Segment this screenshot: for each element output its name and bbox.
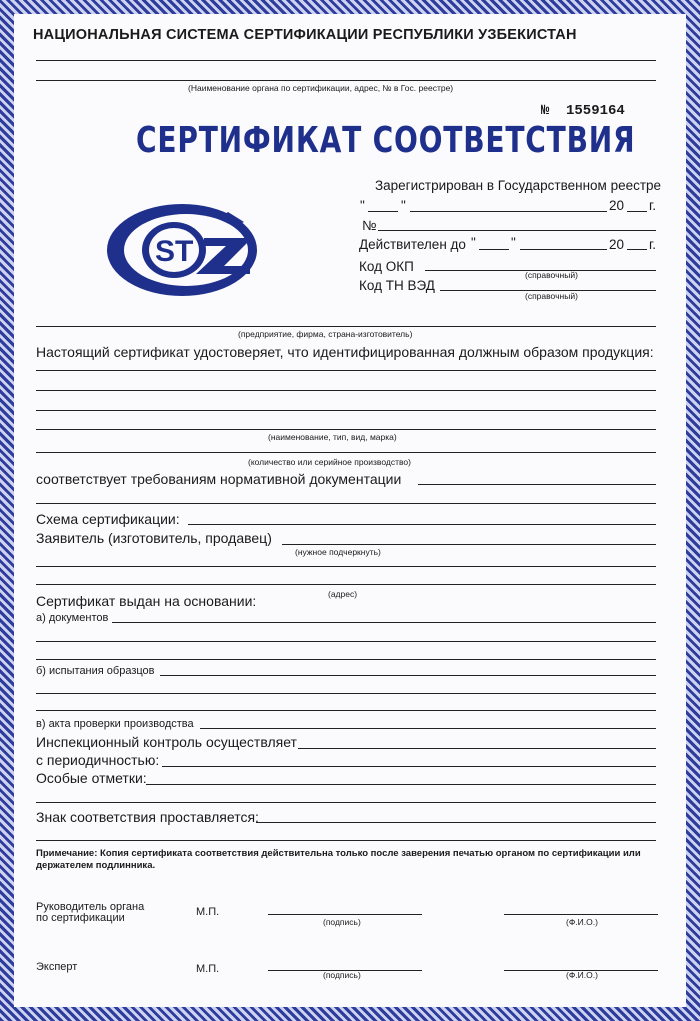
head-name-line [504, 914, 658, 915]
expert-label: Эксперт [36, 961, 78, 973]
valid-year-suffix: г. [649, 237, 657, 252]
docs-line-2 [36, 641, 656, 642]
reg-month-line [410, 211, 607, 212]
head-signature-caption: (подпись) [323, 917, 361, 927]
mark-line-1 [256, 822, 656, 823]
expert-stamp: М.П. [196, 963, 220, 975]
logo-text: ST [155, 235, 194, 268]
note-block [36, 848, 661, 872]
tests-line-3 [36, 710, 656, 711]
issued-basis-label: Сертификат выдан на основании: [36, 593, 257, 609]
applicant-line [282, 544, 656, 545]
address-line-2 [36, 584, 656, 585]
system-name: НАЦИОНАЛЬНАЯ СИСТЕМА СЕРТИФИКАЦИИ РЕСПУБЛИКИ УЗБЕКИСТАН [33, 27, 577, 43]
special-line-2 [36, 802, 656, 803]
periodicity-label: с периодичностью: [36, 752, 160, 768]
okp-label: Код ОКП [359, 259, 414, 274]
applicant-label: Заявитель (изготовитель, продавец) [36, 530, 272, 546]
valid-year-prefix: 20 [609, 237, 625, 252]
scheme-line [188, 524, 656, 525]
certifies-text: Настоящий сертификат удостоверяет, что идентифицированная должным образом продукция: [36, 344, 654, 360]
docs-label: а) документов [36, 612, 109, 624]
organ-line-2 [36, 80, 656, 81]
reg-quote-open: " [360, 198, 365, 213]
head-name-caption: (Ф.И.О.) [566, 917, 598, 927]
valid-year-line [627, 249, 647, 250]
maker-caption: (предприятие, фирма, страна-изготовитель) [238, 329, 413, 339]
underline-caption: (нужное подчеркнуть) [295, 547, 381, 557]
valid-day-line [479, 249, 509, 250]
tnved-caption: (справочный) [525, 291, 578, 301]
periodicity-line [162, 766, 656, 767]
audit-line [200, 728, 656, 729]
reg-year-line [627, 211, 647, 212]
st-logo [104, 200, 264, 300]
maker-line [36, 326, 656, 327]
inspection-label: Инспекционный контроль осуществляет [36, 734, 297, 750]
head-signature-line [268, 914, 422, 915]
okp-caption: (справочный) [525, 270, 578, 280]
expert-name-caption: (Ф.И.О.) [566, 970, 598, 980]
complies-text: соответствует требованиям нормативной документации [36, 471, 402, 487]
valid-quote-close: " [511, 235, 516, 250]
special-label: Особые отметки: [36, 770, 147, 786]
special-line-1 [146, 784, 656, 785]
reg-number-line [378, 230, 656, 231]
expert-signature-caption: (подпись) [323, 970, 361, 980]
note-text: Копия сертификата соответствия действительна только после заверения печатью органом по сертификации или держателем подлинника. [36, 848, 641, 871]
quantity-caption: (количество или серийное производство) [248, 457, 411, 467]
docs-line-1 [112, 622, 656, 623]
certificate-title: СЕРТИФИКАТ СООТВЕТСТВИЯ [136, 120, 636, 161]
address-caption: (адрес) [328, 589, 358, 599]
number-label: № [541, 103, 550, 119]
head-label-line2: по сертификации [36, 912, 125, 924]
mark-label: Знак соответствия проставляется: [36, 809, 259, 825]
quantity-line [36, 452, 656, 453]
head-stamp: М.П. [196, 906, 220, 918]
complies-line-2 [36, 503, 656, 504]
audit-label: в) акта проверки производства [36, 718, 194, 730]
tests-line-2 [36, 693, 656, 694]
scheme-label: Схема сертификации: [36, 511, 180, 527]
address-line-1 [36, 566, 656, 567]
note-label: Примечание: [36, 848, 98, 859]
registered-label: Зарегистрирован в Государственном реестре [375, 178, 662, 193]
reg-year-prefix: 20 [609, 198, 625, 213]
product-line-3 [36, 410, 656, 411]
inspection-line [298, 748, 656, 749]
organ-line-1 [36, 60, 656, 61]
product-line-2 [36, 390, 656, 391]
valid-month-line [520, 249, 607, 250]
reg-number-label: № [362, 218, 377, 233]
tnved-label: Код ТН ВЭД [359, 278, 435, 293]
organ-caption: (Наименование органа по сертификации, адрес, № в Гос. реестре) [188, 83, 454, 93]
tests-line-1 [160, 675, 656, 676]
valid-quote-open: " [471, 235, 476, 250]
valid-until-label: Действителен до [359, 237, 466, 252]
docs-line-3 [36, 659, 656, 660]
complies-line-1 [418, 484, 656, 485]
name-caption: (наименование, тип, вид, марка) [268, 432, 397, 442]
mark-line-2 [36, 840, 656, 841]
tests-label: б) испытания образцов [36, 665, 155, 677]
reg-quote-close: " [401, 198, 406, 213]
head-label-line1: Руководитель органа [36, 901, 145, 913]
product-line-4 [36, 429, 656, 430]
certificate-number: 1559164 [566, 103, 625, 119]
reg-day-line [368, 211, 398, 212]
product-line-1 [36, 370, 656, 371]
head-label [36, 902, 144, 924]
reg-year-suffix: г. [649, 198, 657, 213]
